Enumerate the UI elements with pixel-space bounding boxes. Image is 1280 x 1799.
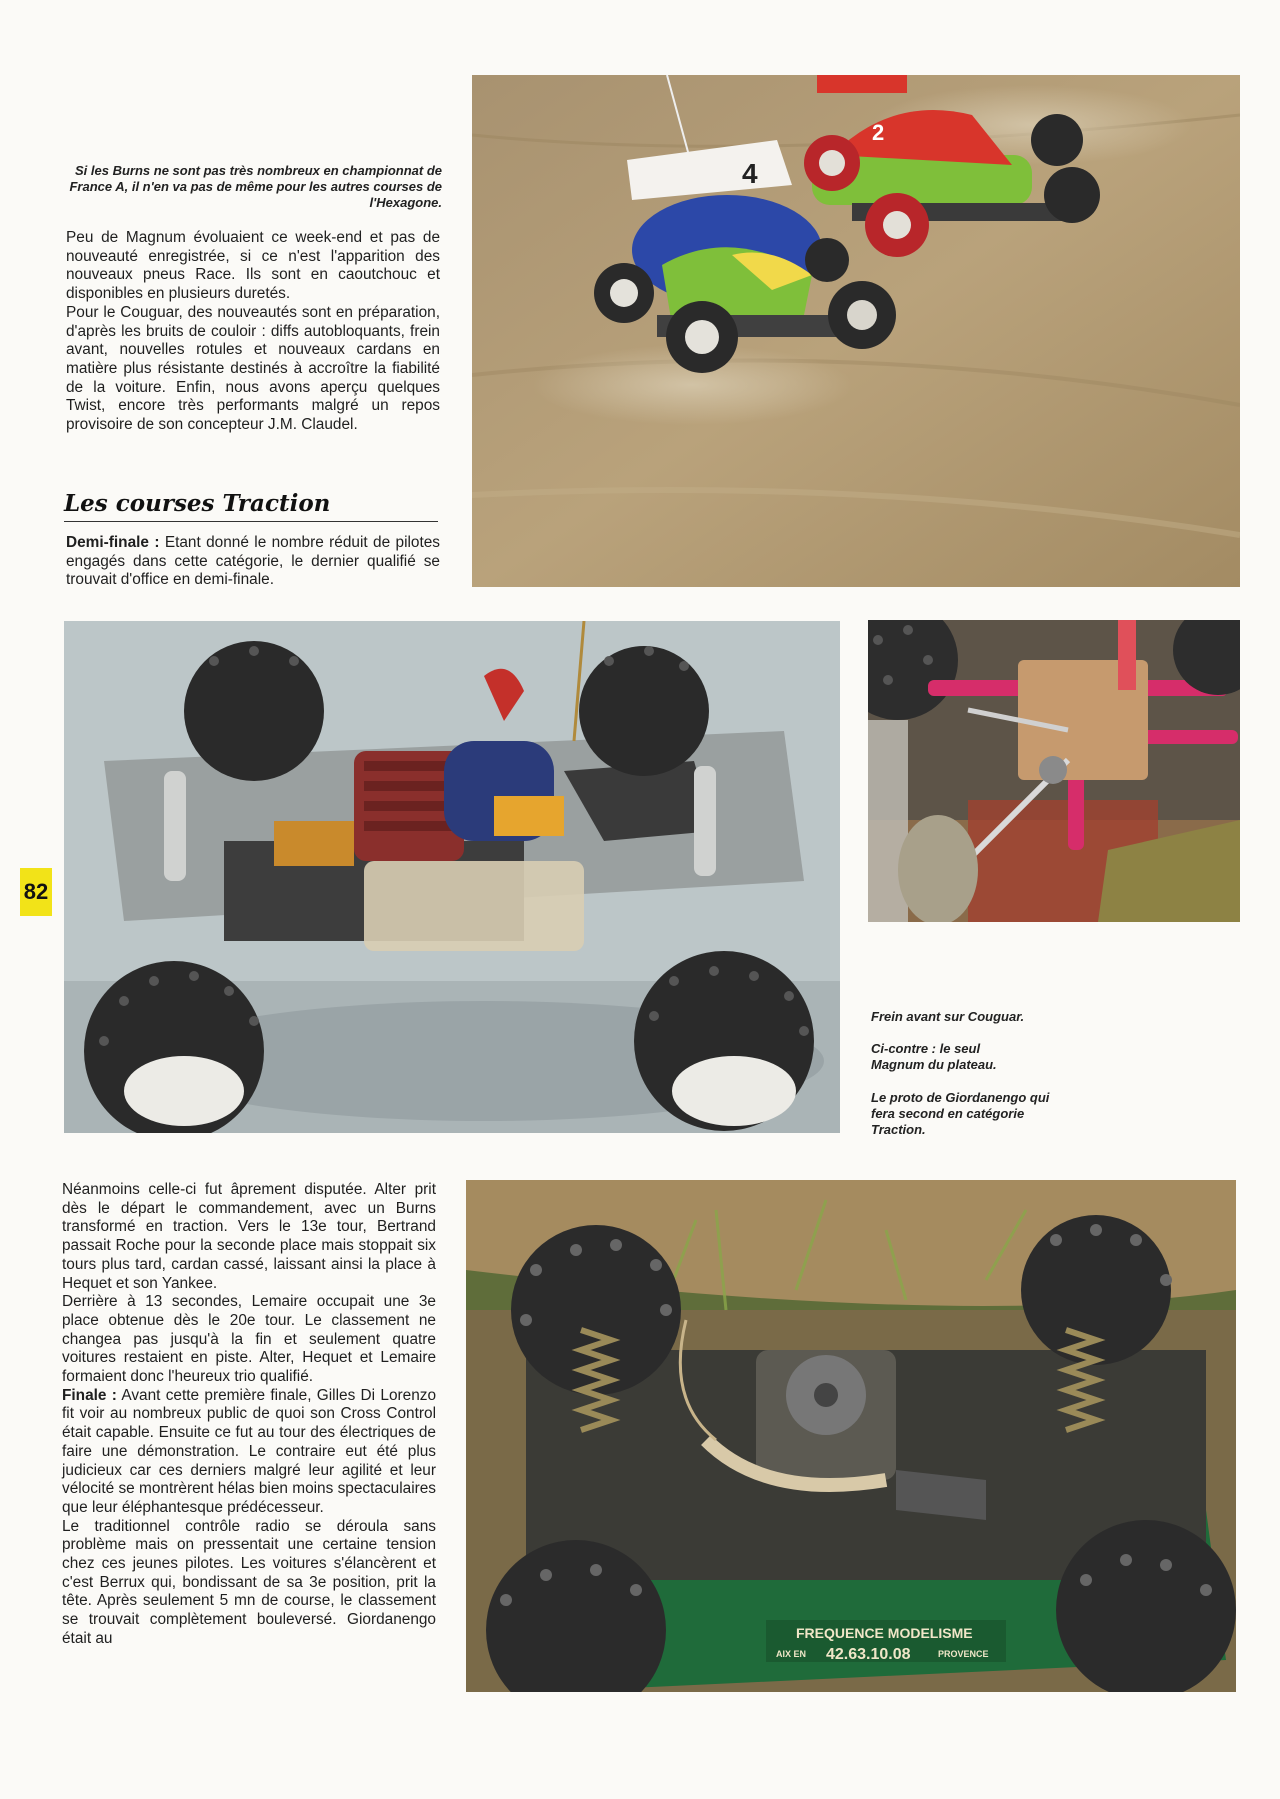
caption-giordanengo-proto: Le proto de Giordanengo qui fera second en catégorie Traction. [871,1090,1050,1137]
section-heading: Les courses Traction [64,490,438,522]
caption-front-brake: Frein avant sur Couguar. [871,1009,1025,1024]
demi-finale-body: Etant donné le nombre réduit de pilotes engagés dans cette catégorie, le dernier qualifié se trouvait d'office en demi-finale. [66,534,441,589]
sponsor-phone: 42.63.10.08 [826,1646,911,1663]
report-paragraph-finale [62,1387,436,1518]
report-paragraph-4: Le traditionnel contrôle radio se déroula sans problème mais on pressentait une certaine tension chez ces jeunes pilotes. Les voitures s'élancèrent et c'est Berrux qui, bondissant de sa 3e position, prit la tête. Après seulement 5 mn de course, le classement se trouvait complètement bouleversé. Giordanengo était au [62,1517,436,1647]
finale-label: Finale : [62,1386,117,1404]
sponsor-city-2: PROVENCE [938,1649,989,1659]
demi-finale-text [66,534,440,590]
intro-paragraph-2: Pour le Couguar, des nouveautés sont en préparation, d'après les bruits de couloir : diffs autobloquants, frein avant, nouvelles rotules et nouveaux cardans en matière plus résistante destinés à accroître la fiabilité de la voiture. Enfin, nous avons aperçu quelques Twist, encore très performants malgré un repos provisoire de son concepteur J.M. Claudel. [66,303,440,434]
caption-top: Si les Burns ne sont pas très nombreux en championnat de France A, il n'en va pas de même pour les autres courses de l'Hexagone. [69,163,442,210]
sponsor-line-1: FREQUENCE MODELISME [796,1625,973,1641]
car-number-back: 2 [872,120,885,145]
sponsor-city-1: AIX EN [776,1649,807,1659]
photo-front-brake [868,620,1240,922]
intro-paragraph-1: Peu de Magnum évoluaient ce week-end et pas de nouveauté enregistrée, si ce n'est l'apparition des nouveaux pneus Race. Ils sont en caoutchouc et disponibles en plusieurs duretés. [66,229,440,303]
sponsor-sticker [766,1620,1006,1663]
photo-magnum-chassis [64,621,840,1133]
demi-finale-label: Demi-finale : [66,534,160,551]
report-paragraph-1: Néanmoins celle-ci fut âprement disputée. Alter prit dès le départ le commandement, avec un Burns transformé en traction. Vers le 13e tour, Bertrand passait Roche pour la seconde place mais stoppait six tours plus tard, cardan cassé, laissant ainsi la place à Hequet et son Yankee. [62,1181,436,1292]
report-paragraph-2: Derrière à 13 secondes, Lemaire occupait une 3e place obtenue dès le 20e tour. Le classement ne changea pas jusqu'à la fin et seulement quatre voitures restaient en piste. Alter, Hequet et Lemaire formaient donc l'heureux trio qualifié. [62,1293,436,1386]
photo-giordanengo-proto [466,1180,1236,1692]
race-report-text [62,1181,436,1649]
car-number-front: 4 [742,158,758,189]
photo-racing-buggies [472,75,1240,587]
finale-body: Avant cette première finale, Gilles Di Lorenzo fit voir au nombreux public de quoi son Cross Control était capable. Ensuite ce fut au tour des électriques de faire une démonstration. Le contraire eut été plus judicieux car ces derniers malgré leur agilité et leur vélocité se montrèrent hélas bien moins spectaculaires que leur éléphantesque prédécesseur. [62,1386,437,1516]
intro-text [66,229,440,435]
caption-magnum: Ci-contre : le seul Magnum du plateau. [871,1041,997,1072]
page-number: 82 [20,868,52,916]
